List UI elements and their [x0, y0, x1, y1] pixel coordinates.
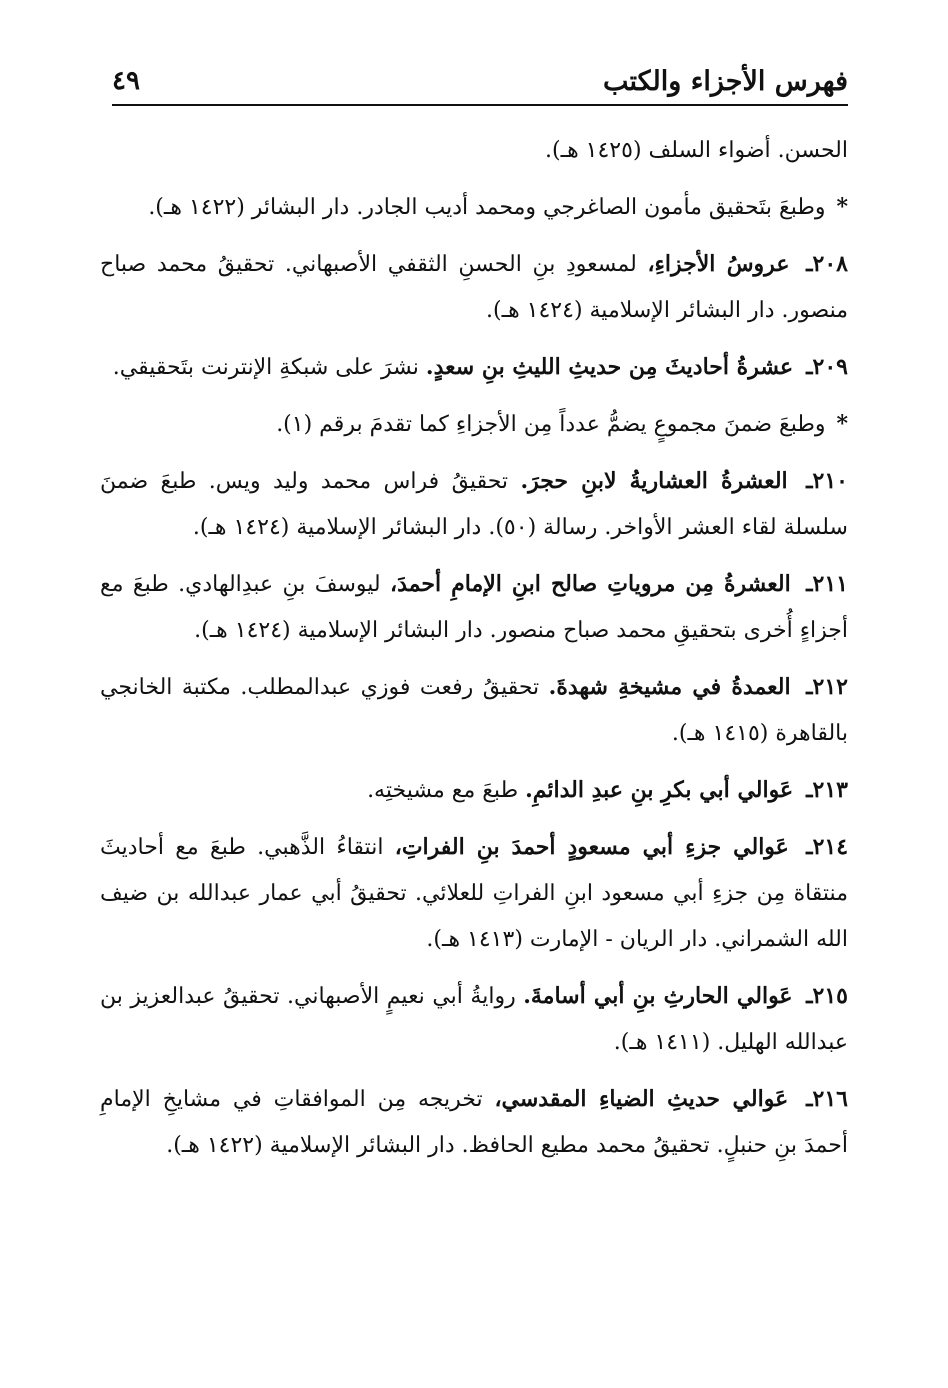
running-title: فهرس الأجزاء والكتب [602, 66, 848, 97]
entry-details: لمسعودِ بنِ الحسنِ الثقفي الأصبهاني. تحقيقُ محمد صباح منصور. دار البشائر الإسلامية (١٤٢٤ هـ). [100, 252, 848, 323]
entry-title: عَوالي حديثِ الضياءِ المقدسي، [494, 1086, 789, 1112]
asterisk-marker: * [836, 411, 848, 437]
entry-details: طبعَ مع مشيختِه. [367, 778, 519, 803]
entry-208 [100, 241, 848, 334]
entry-title: العمدةُ في مشيخةِ شهدةَ. [548, 674, 791, 700]
entry-number: ٢٠٩ـ [806, 354, 848, 380]
entry-number: ٢١٢ـ [806, 674, 848, 700]
entry-number: ٢١١ـ [806, 571, 848, 597]
note-paragraph [100, 184, 848, 231]
note-text: وطبعَ بتَحقيق مأمون الصاغرجي ومحمد أديب الجادر. دار البشائر (١٤٢٢ هـ). [148, 195, 826, 220]
entry-213 [100, 767, 848, 814]
entry-details: روايةُ أبي نعيمٍ الأصبهاني. تحقيقُ عبدالعزيز بن عبدالله الهليل. (١٤١١ هـ). [100, 984, 848, 1055]
entry-details: تحقيقُ فراس محمد وليد ويس. طبعَ ضمنَ سلسلة لقاء العشر الأواخر. رسالة (٥٠). دار البشائر الإسلامية (١٤٢٤ هـ). [100, 469, 848, 540]
page-number: ٤٩ [112, 66, 140, 96]
entry-title: عَوالي أبي بكرِ بنِ عبدِ الدائمِ. [525, 777, 794, 803]
entry-details: تحقيقُ رفعت فوزي عبدالمطلب. مكتبة الخانجي بالقاهرة (١٤١٥ هـ). [100, 675, 848, 746]
entry-details: تخريجه مِن الموافقاتِ في مشايخِ الإمامِ أحمدَ بنِ حنبلٍ. تحقيقُ محمد مطيع الحافظ. دار البشائر الإسلامية (١٤٢٢ هـ). [100, 1087, 848, 1158]
entry-number: ٢٠٨ـ [806, 251, 848, 277]
paragraph-continuation: الحسن. أضواء السلف (١٤٢٥ هـ). [545, 138, 848, 163]
entry-title: عروسُ الأجزاءِ، [647, 251, 790, 277]
entry-title: العشرةُ مِن مروياتِ صالح ابنِ الإمامِ أحمدَ، [390, 571, 791, 597]
entry-title: العشرةُ العشاريةُ لابنِ حجرَ. [520, 468, 788, 494]
entry-209 [100, 344, 848, 391]
entry-210 [100, 458, 848, 551]
entry-number: ٢١٣ـ [806, 777, 848, 803]
entry-title: عشرةُ أحاديثَ مِن حديثِ الليثِ بنِ سعدٍ. [425, 354, 794, 380]
entry-number: ٢١٥ـ [806, 983, 848, 1009]
entry-number: ٢١٦ـ [806, 1086, 848, 1112]
entry-214 [100, 824, 848, 963]
entry-215 [100, 973, 848, 1066]
entry-211 [100, 561, 848, 654]
entry-details: ليوسفَ بنِ عبدِالهادي. طبعَ مع أجزاءٍ أُخرى بتحقيقِ محمد صباح منصور. دار البشائر الإسلامية (١٤٢٤ هـ). [100, 572, 848, 643]
entry-216 [100, 1076, 848, 1169]
asterisk-marker: * [836, 194, 848, 220]
note-paragraph [100, 401, 848, 448]
entry-number: ٢١٤ـ [806, 834, 849, 860]
entry-number: ٢١٠ـ [806, 468, 848, 494]
page-body [100, 128, 848, 1179]
entry-title: عَوالي جزءِ أبي مسعودٍ أحمدَ بنِ الفراتِ، [394, 834, 789, 860]
page-header [112, 62, 848, 106]
note-text: وطبعَ ضمنَ مجموعٍ يضمُّ عدداً مِن الأجزاءِ كما تقدمَ برقم (١). [276, 412, 826, 437]
entry-212 [100, 664, 848, 757]
entry-title: عَوالي الحارثِ بنِ أبي أسامةَ. [523, 983, 793, 1009]
entry-details: انتقاءُ الذَّهبي. طبعَ مع أحاديثَ منتقاة مِن جزءِ أبي مسعود ابنِ الفراتِ للعلائي. تحقيقُ أبي عمار عبدالله بن ضيف الله الشمراني. دار الريان - الإمارت (١٤١٣ هـ). [100, 835, 848, 952]
entry-details: نشرَ على شبكةِ الإنترنت بتَحقيقي. [112, 355, 419, 380]
